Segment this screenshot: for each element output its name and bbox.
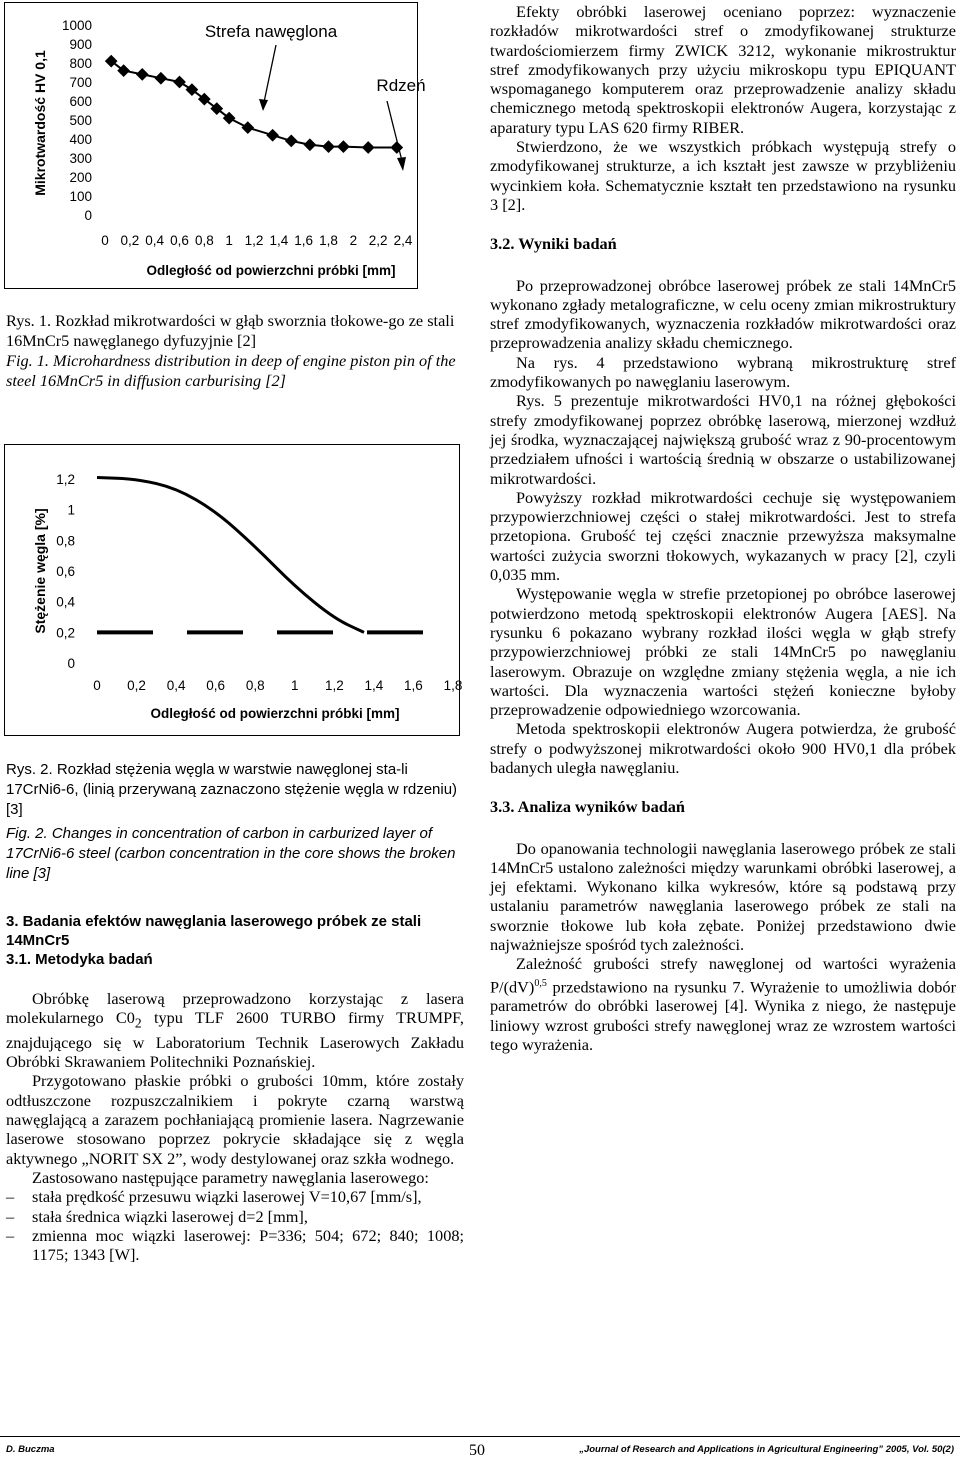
x-tick-label: 1,2 xyxy=(244,233,264,248)
x-tick-label: 0,6 xyxy=(206,678,226,693)
annotation-label: Rdzeń xyxy=(376,76,426,95)
page-footer xyxy=(0,1440,960,1460)
paragraph-laser xyxy=(6,989,464,1071)
paragraph-microhardness: Powyższy rozkład mikrotwardości cechuje się występowaniem przypowierzchniowej części o stałej mikrotwardości. Jest to strefa przetopiona. Grubość tej części znacznie przewyższa maksymalne wartości zużycia sworzni tłokowych, wykazanych w pracy [2], czyli 0,035 mm. xyxy=(490,487,956,585)
section-3-1-heading: 3.1. Metodyka badań xyxy=(6,951,153,968)
data-point xyxy=(337,140,350,153)
paragraph-laser-a: Obróbkę laserową przeprowadzono korzystając z lasera molekularnego C0 xyxy=(6,989,464,1028)
y-tick-label: 1 xyxy=(67,502,75,518)
y-tick-label: 300 xyxy=(69,151,92,166)
x-tick-label: 2 xyxy=(349,233,358,248)
paragraph-fig4: Na rys. 4 przedstawiono wybraną mikrostrukturę stref zmodyfikowanych po nawęglaniu laserowym. xyxy=(490,352,956,392)
y-tick-label: 800 xyxy=(69,56,92,71)
paragraph-dependency-a: Zależność grubości strefy nawęglonej od wartości wyrażenia P/(dV) xyxy=(490,954,956,997)
x-tick-label: 1 xyxy=(225,233,233,248)
parameter-item: – stała prędkość przesuwu wiązki laserowej V=10,67 [mm/s], xyxy=(6,1187,464,1206)
figure-1-captions xyxy=(6,311,464,391)
x-tick-label: 1,8 xyxy=(443,678,463,693)
figure-2-svg xyxy=(5,445,463,735)
paragraph-fig5: Rys. 5 prezentuje mikrotwardości HV0,1 na różnej głębokości strefy zmodyfikowanej poprzez obróbkę laserową, mierzonej wzdłuż jej środka, wyznaczającej największą grubość wraz z 90-procentowym przedziałem ufności i wartością średnią w obszarze o ustabilizowanej mikrotwardości. xyxy=(490,391,956,488)
x-tick-label: 0,6 xyxy=(170,233,189,248)
x-tick-label: 0,4 xyxy=(166,678,186,693)
figure-1-svg xyxy=(5,3,426,288)
figure-2-chart xyxy=(4,444,463,736)
y-tick-label: 500 xyxy=(69,113,92,128)
y-tick-label: 0,2 xyxy=(56,625,75,641)
x-tick-label: 2,2 xyxy=(368,233,388,248)
x-tick-label: 1,6 xyxy=(404,678,423,693)
hardness-line xyxy=(111,61,397,147)
x-tick-label: 1 xyxy=(291,678,299,693)
x-tick-label: 0,2 xyxy=(120,233,140,248)
y-tick-label: 100 xyxy=(69,189,92,204)
section-3-2-heading: 3.2. Wyniki badań xyxy=(490,234,617,254)
x-tick-label: 1,2 xyxy=(324,678,344,693)
data-point xyxy=(390,141,403,154)
paragraph-samples: Przygotowano płaskie próbki o grubości 10mm, które zostały odtłuszczone rozpuszczalnikiem i pokryte czarną warstwą nawęglającą a zarazem pochłaniającą promienie lasera. Nagrzewanie laserowe stosowano poprzez pokrycie składające się z węgla aktywnego „NORIT SX 2”, wody destylowanej oraz szkła wodnego. xyxy=(6,1071,464,1168)
y-tick-label: 200 xyxy=(69,170,92,185)
paragraph-metallography: Po przeprowadzonej obróbce laserowej próbek ze stali 14MnCr5 wykonano zgłady metalograficzne, w celu oceny zmian mikrostruktury stref zmodyfikowanych, wyznaczenia rozkładów mikrotwardości oraz przeprowadzenia analizy składu chemicznego. xyxy=(490,275,956,353)
paragraph-technology: Do opanowania technologii nawęglania laserowego próbek ze stali 14MnCr5 ustalono zależności między warunkami obróbki laserowej, a jej efektami. Wykonano kilka wykresów, które są podstawą przy ustalaniu parametrów nawęglania laserowego próbek ze stali na sworznie tłokowe lub koła zębate. Poniżej przedstawiono dwie najważniejsze spośród tych zależności. xyxy=(490,838,956,955)
figure-1-caption-pl: Rys. 1. Rozkład mikrotwardości w głąb sworznia tłokowe-go ze stali 16MnCr5 nawęglanego dyfuzyjnie [2] xyxy=(6,311,455,350)
annotation-arrow xyxy=(263,45,276,107)
parameter-item: – stała średnica wiązki laserowej d=2 [mm], xyxy=(6,1207,464,1226)
paragraph-dependency-sup: 0,5 xyxy=(534,977,547,989)
data-point xyxy=(266,129,279,142)
y-tick-label: 0 xyxy=(84,208,92,223)
figure-2-captions xyxy=(6,760,464,884)
x-tick-label: 1,4 xyxy=(269,233,289,248)
paragraph-dependency-b: przedstawiono na rysunku 7. Wyrażenie to umożliwia dobór parametrów do obróbki laserowej [4]. Wynika z niego, że następuje liniowy wzrost grubości strefy nawęglonej wraz ze wzrostem wartości tego wyrażenia. xyxy=(490,977,956,1054)
data-point xyxy=(362,141,375,154)
paragraph-dependency xyxy=(490,954,956,1054)
figure-1-caption-en: Fig. 1. Microhardness distribution in deep of engine piston pin of the steel 16MnCr5 in diffusion carburising [2] xyxy=(6,351,456,390)
section-3-heading: 3. Badania efektów nawęglania laserowego próbek ze stali 14MnCr5 xyxy=(6,913,422,949)
data-point xyxy=(136,68,149,81)
data-point xyxy=(322,140,335,153)
x-tick-label: 1,4 xyxy=(364,678,384,693)
y-axis-label: Mikrotwardość HV 0,1 xyxy=(32,50,48,196)
x-axis-label: Odległość od powierzchni próbki [mm] xyxy=(146,263,396,278)
x-axis-label: Odległość od powierzchni próbki [mm] xyxy=(150,706,400,721)
x-tick-label: 2,4 xyxy=(393,233,413,248)
paragraph-laser-sub: 2 xyxy=(134,1015,142,1031)
annotation-arrowhead xyxy=(397,157,406,171)
data-point xyxy=(304,138,317,151)
footer-rule xyxy=(0,1436,960,1437)
section-3-3-heading: 3.3. Analiza wyników badań xyxy=(490,797,685,817)
y-tick-label: 0,6 xyxy=(56,564,75,579)
paragraph-params-intro: Zastosowano następujące parametry nawęglania laserowego: xyxy=(32,1167,429,1187)
footer-author: D. Buczma xyxy=(6,1444,55,1455)
paragraph-effects: Efekty obróbki laserowej oceniano poprzez: wyznaczenie rozkładów mikrotwardości stref o zmodyfikowanej strukturze twardościomierzem firmy ZWICK 3212, wykonanie mikrostruktur stref zmodyfikowanych przy użyciu mikroskopu typu EPIQUANT wspomaganego komputerem oraz przeprowadzenie analizy składu chemicznego metodą spektroskopii elektronów Augera, korzystając z aparatury typu LAS 620 firmy RIBER. xyxy=(490,2,956,137)
right-column-body xyxy=(490,2,956,1054)
x-tick-label: 0 xyxy=(101,233,109,248)
x-tick-label: 0 xyxy=(93,678,101,693)
x-tick-label: 0,8 xyxy=(245,678,265,693)
data-point xyxy=(173,76,186,89)
annotation-label: Strefa nawęglona xyxy=(204,22,338,41)
y-tick-label: 0,4 xyxy=(56,594,75,610)
parameter-item: – zmienna moc wiązki laserowej: P=336; 504; 672; 840; 1008; 1175; 1343 [W]. xyxy=(6,1226,464,1265)
y-tick-label: 400 xyxy=(69,132,92,147)
x-tick-label: 0,8 xyxy=(194,233,214,248)
x-tick-label: 0,4 xyxy=(145,233,165,248)
paragraph-aes: Występowanie węgla w strefie przetopionej po obróbce laserowej potwierdzono metodą spektroskopii elektronów Augera [AES]. Na rysunku 6 pokazano wybrany rozkład ilości węgla w głąb strefy przypowierzchniowej próbki ze stali 14MnCr5 po nawęglaniu laserowym. Obrazuje on względne zmiany stężenia węgla, a nie ich wartości. Dla wyznaczenia wartości stężeń konieczne byłoby przeprowadzenie odpowiedniego wzorcowania. xyxy=(490,584,956,720)
y-tick-label: 900 xyxy=(69,37,92,52)
data-point xyxy=(155,72,168,85)
annotation-arrow xyxy=(387,101,403,165)
y-tick-label: 600 xyxy=(69,94,92,109)
y-tick-label: 0,8 xyxy=(56,533,75,549)
left-column-body xyxy=(6,912,464,1264)
figure-2-caption-en: Fig. 2. Changes in concentration of carbon in carburized layer of 17CrNi6-6 steel (carbon concentration in the core shows the broken line [3] xyxy=(6,825,456,882)
x-tick-label: 1,6 xyxy=(294,233,314,248)
y-axis-label: Stężenie węgla [%] xyxy=(32,508,48,634)
page-number: 50 xyxy=(469,1442,485,1459)
parameter-list xyxy=(6,1187,464,1264)
paragraph-zones: Stwierdzono, że we wszystkich próbkach występują strefy o zmodyfikowanej strukturze, a ich kształt jest zawsze w przybliżeniu wycinkiem koła. Schematycznie kształt ten przedstawiono na rysunku 3 [2]. xyxy=(490,137,956,214)
x-tick-label: 0,2 xyxy=(127,678,146,693)
figure-1-chart xyxy=(4,2,426,289)
y-tick-label: 1,2 xyxy=(56,472,75,487)
figure-2-caption-pl: Rys. 2. Rozkład stężenia węgla w warstwie nawęglonej sta-li 17CrNi6-6, (linią przerywaną zaznaczono stężenie węgla w rdzeniu) [3] xyxy=(6,761,458,818)
data-point xyxy=(241,121,254,134)
y-tick-label: 700 xyxy=(69,75,92,90)
annotation-arrowhead xyxy=(259,99,268,111)
footer-journal: „Journal of Research and Applications in Agricultural Engineering” 2005, Vol. 50(2) xyxy=(579,1444,954,1455)
paragraph-auger: Metoda spektroskopii elektronów Augera potwierdza, że grubość strefy o podwyższonej mikrotwardości około 900 HV0,1 dla próbek badanych uległa nawęglaniu. xyxy=(490,719,956,777)
data-point xyxy=(285,135,298,148)
y-tick-label: 1000 xyxy=(61,18,92,33)
carbon-concentration-line xyxy=(97,477,364,632)
paragraph-laser-b: typu TLF 2600 TURBO firmy TRUMPF, znajdującego się w Laboratorium Technik Laserowych Zakładu Obróbki Skrawaniem Politechniki Poznańskiej. xyxy=(6,1008,464,1072)
y-tick-label: 0 xyxy=(67,656,75,671)
x-tick-label: 1,8 xyxy=(319,233,338,248)
